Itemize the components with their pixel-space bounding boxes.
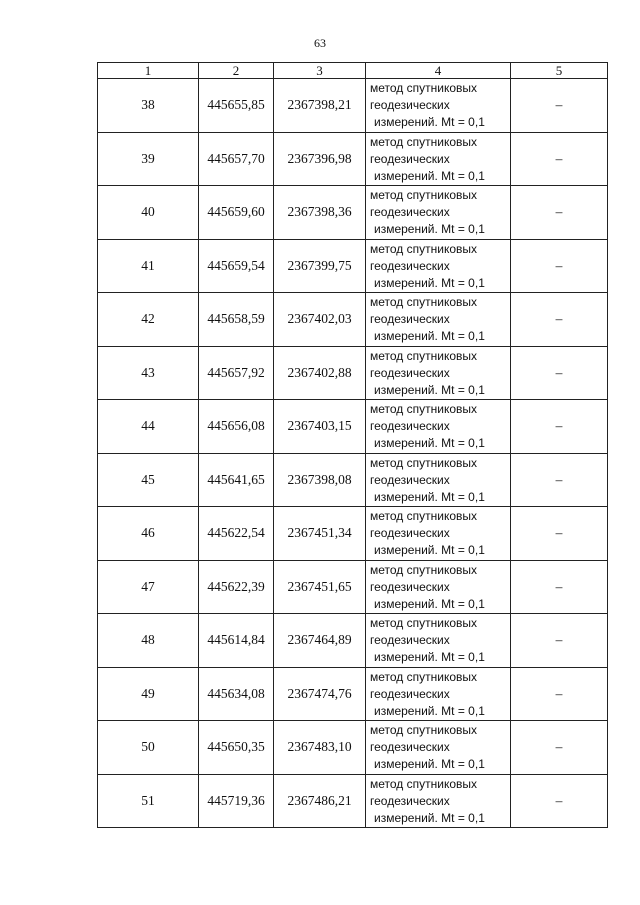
method-line: измерений. Mt = 0,1 bbox=[374, 757, 485, 771]
method-line: измерений. Mt = 0,1 bbox=[374, 436, 485, 450]
note-cell: – bbox=[511, 667, 608, 721]
note-cell: – bbox=[511, 453, 608, 507]
point-number-cell: 50 bbox=[98, 721, 199, 775]
point-number-cell: 44 bbox=[98, 400, 199, 454]
point-number-cell: 38 bbox=[98, 79, 199, 133]
y-coordinate-cell: 2367402,03 bbox=[274, 293, 366, 347]
x-coordinate-cell: 445634,08 bbox=[199, 667, 274, 721]
method-line: геодезических bbox=[370, 793, 450, 808]
method-line: геодезических bbox=[370, 686, 450, 701]
point-number-cell: 45 bbox=[98, 453, 199, 507]
method-cell bbox=[366, 293, 511, 347]
y-coordinate-cell: 2367464,89 bbox=[274, 614, 366, 668]
method-line: геодезических bbox=[370, 526, 450, 540]
x-coordinate-cell: 445657,70 bbox=[199, 132, 274, 186]
y-coordinate-cell: 2367474,76 bbox=[274, 667, 366, 721]
note-cell: – bbox=[511, 507, 608, 561]
y-coordinate-cell: 2367396,98 bbox=[274, 132, 366, 186]
x-coordinate-cell: 445657,92 bbox=[199, 346, 274, 400]
table-row bbox=[98, 400, 608, 454]
table-row bbox=[98, 614, 608, 668]
table-row bbox=[98, 79, 608, 133]
x-coordinate-cell: 445650,35 bbox=[199, 721, 274, 775]
method-line: метод спутниковых bbox=[370, 776, 478, 791]
table-row bbox=[98, 507, 608, 561]
note-cell: – bbox=[511, 721, 608, 775]
method-line: геодезических bbox=[370, 98, 450, 112]
method-line: геодезических bbox=[370, 472, 450, 487]
method-cell bbox=[366, 186, 511, 240]
method-line: геодезических bbox=[370, 258, 450, 273]
x-coordinate-cell: 445719,36 bbox=[199, 774, 274, 828]
y-coordinate-cell: 2367451,34 bbox=[274, 507, 366, 561]
table-row bbox=[98, 774, 608, 828]
note-cell: – bbox=[511, 239, 608, 293]
method-cell bbox=[366, 721, 511, 775]
method-line: метод спутниковых bbox=[370, 723, 478, 737]
note-cell: – bbox=[511, 346, 608, 400]
method-line: измерений. Mt = 0,1 bbox=[374, 329, 485, 343]
method-line: метод спутниковых bbox=[370, 188, 478, 202]
method-line: геодезических bbox=[370, 312, 450, 326]
point-number-cell: 43 bbox=[98, 346, 199, 400]
y-coordinate-cell: 2367398,08 bbox=[274, 453, 366, 507]
method-line: метод спутниковых bbox=[370, 669, 478, 684]
method-line: измерений. Mt = 0,1 bbox=[374, 703, 485, 718]
method-line: метод спутниковых bbox=[370, 562, 478, 577]
method-line: метод спутниковых bbox=[370, 134, 478, 149]
table-row bbox=[98, 293, 608, 347]
table-row bbox=[98, 132, 608, 186]
point-number-cell: 41 bbox=[98, 239, 199, 293]
method-cell bbox=[366, 507, 511, 561]
method-line: геодезических bbox=[370, 419, 450, 433]
method-line: измерений. Mt = 0,1 bbox=[374, 489, 485, 504]
table-row bbox=[98, 239, 608, 293]
method-line: измерений. Mt = 0,1 bbox=[374, 596, 485, 611]
method-line: измерений. Mt = 0,1 bbox=[374, 543, 485, 557]
note-cell: – bbox=[511, 774, 608, 828]
method-line: геодезических bbox=[370, 151, 450, 166]
table-header-row bbox=[98, 63, 608, 79]
x-coordinate-cell: 445622,39 bbox=[199, 560, 274, 614]
x-coordinate-cell: 445659,60 bbox=[199, 186, 274, 240]
method-cell bbox=[366, 79, 511, 133]
x-coordinate-cell: 445659,54 bbox=[199, 239, 274, 293]
method-line: геодезических bbox=[370, 579, 450, 594]
note-cell: – bbox=[511, 186, 608, 240]
method-line: метод спутниковых bbox=[370, 616, 478, 630]
method-cell bbox=[366, 560, 511, 614]
method-line: геодезических bbox=[370, 740, 450, 754]
method-line: измерений. Mt = 0,1 bbox=[374, 810, 485, 825]
point-number-cell: 47 bbox=[98, 560, 199, 614]
y-coordinate-cell: 2367402,88 bbox=[274, 346, 366, 400]
y-coordinate-cell: 2367399,75 bbox=[274, 239, 366, 293]
point-number-cell: 42 bbox=[98, 293, 199, 347]
header-col-3: 3 bbox=[274, 63, 366, 79]
method-line: измерений. Mt = 0,1 bbox=[374, 382, 485, 397]
table-row bbox=[98, 560, 608, 614]
x-coordinate-cell: 445614,84 bbox=[199, 614, 274, 668]
method-line: измерений. Mt = 0,1 bbox=[374, 275, 485, 290]
method-cell bbox=[366, 614, 511, 668]
note-cell: – bbox=[511, 400, 608, 454]
x-coordinate-cell: 445658,59 bbox=[199, 293, 274, 347]
page-number: 63 bbox=[314, 36, 326, 50]
x-coordinate-cell: 445656,08 bbox=[199, 400, 274, 454]
y-coordinate-cell: 2367398,21 bbox=[274, 79, 366, 133]
point-number-cell: 49 bbox=[98, 667, 199, 721]
method-line: метод спутниковых bbox=[370, 509, 478, 523]
y-coordinate-cell: 2367398,36 bbox=[274, 186, 366, 240]
table-row bbox=[98, 346, 608, 400]
y-coordinate-cell: 2367403,15 bbox=[274, 400, 366, 454]
point-number-cell: 48 bbox=[98, 614, 199, 668]
method-line: метод спутниковых bbox=[370, 81, 478, 95]
method-line: геодезических bbox=[370, 365, 450, 380]
x-coordinate-cell: 445622,54 bbox=[199, 507, 274, 561]
method-line: метод спутниковых bbox=[370, 455, 478, 470]
point-number-cell: 40 bbox=[98, 186, 199, 240]
method-line: метод спутниковых bbox=[370, 295, 478, 309]
y-coordinate-cell: 2367486,21 bbox=[274, 774, 366, 828]
method-line: измерений. Mt = 0,1 bbox=[374, 168, 485, 183]
coordinates-table bbox=[97, 62, 608, 828]
method-line: метод спутниковых bbox=[370, 348, 478, 363]
header-col-5: 5 bbox=[511, 63, 608, 79]
method-cell bbox=[366, 774, 511, 828]
method-cell bbox=[366, 346, 511, 400]
x-coordinate-cell: 445641,65 bbox=[199, 453, 274, 507]
method-line: измерений. Mt = 0,1 bbox=[374, 650, 485, 664]
note-cell: – bbox=[511, 132, 608, 186]
note-cell: – bbox=[511, 614, 608, 668]
method-cell bbox=[366, 453, 511, 507]
point-number-cell: 51 bbox=[98, 774, 199, 828]
note-cell: – bbox=[511, 560, 608, 614]
method-cell bbox=[366, 400, 511, 454]
method-cell bbox=[366, 132, 511, 186]
method-line: геодезических bbox=[370, 633, 450, 647]
method-line: геодезических bbox=[370, 205, 450, 219]
point-number-cell: 39 bbox=[98, 132, 199, 186]
point-number-cell: 46 bbox=[98, 507, 199, 561]
y-coordinate-cell: 2367483,10 bbox=[274, 721, 366, 775]
note-cell: – bbox=[511, 293, 608, 347]
method-line: измерений. Mt = 0,1 bbox=[374, 222, 485, 236]
method-line: метод спутниковых bbox=[370, 241, 478, 256]
x-coordinate-cell: 445655,85 bbox=[199, 79, 274, 133]
method-cell bbox=[366, 239, 511, 293]
table-row bbox=[98, 721, 608, 775]
method-line: метод спутниковых bbox=[370, 402, 478, 416]
method-line: измерений. Mt = 0,1 bbox=[374, 115, 485, 129]
table-row bbox=[98, 667, 608, 721]
table-row bbox=[98, 186, 608, 240]
y-coordinate-cell: 2367451,65 bbox=[274, 560, 366, 614]
table-row bbox=[98, 453, 608, 507]
header-col-2: 2 bbox=[199, 63, 274, 79]
header-col-1: 1 bbox=[98, 63, 199, 79]
method-cell bbox=[366, 667, 511, 721]
table-body bbox=[98, 79, 608, 828]
header-col-4: 4 bbox=[366, 63, 511, 79]
note-cell: – bbox=[511, 79, 608, 133]
